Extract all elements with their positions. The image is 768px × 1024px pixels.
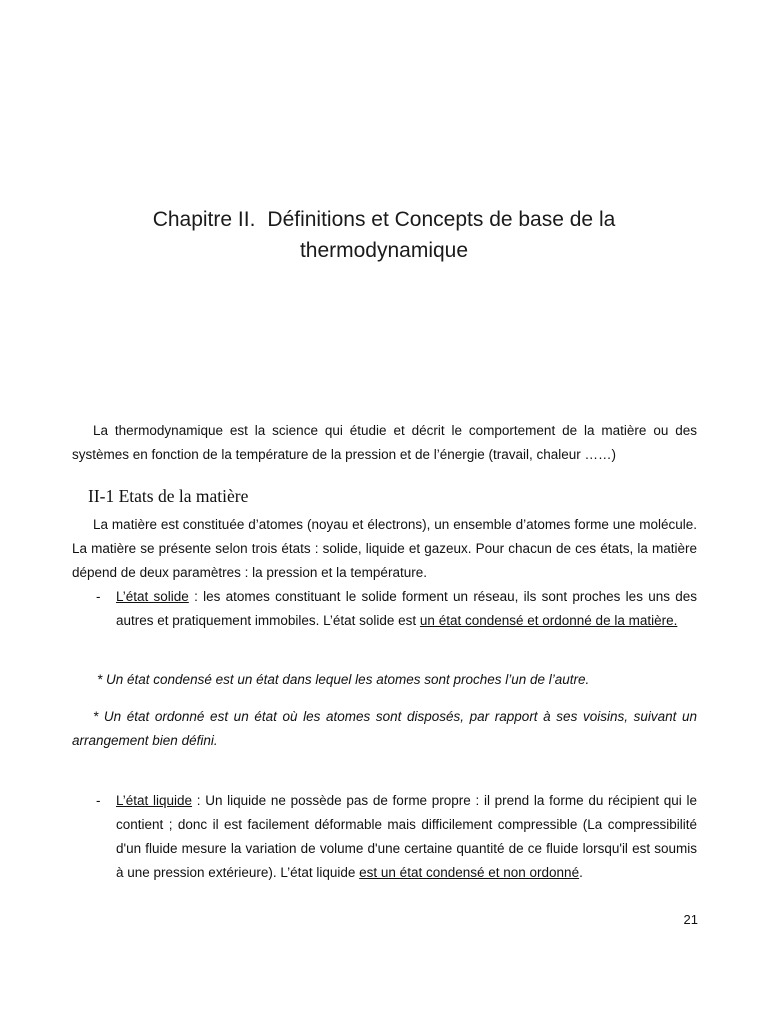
chapter-title-line-1 bbox=[100, 204, 668, 235]
note-ordered: * Un état ordonné est un état où les atomes sont disposés, par rapport à ses voisins, suivant un arrangement bien défini. bbox=[72, 709, 697, 748]
list-dash: - bbox=[96, 793, 101, 808]
liquid-term: L’état liquide bbox=[116, 793, 193, 808]
solid-text: : les atomes constituant le solide forment un réseau, ils sont proches les uns des autres et pratiquement immobiles. L’état solide est bbox=[116, 589, 697, 628]
note-condensed: * Un état condensé est un état dans lequel les atomes sont proches l’un de l’autre. bbox=[97, 672, 590, 687]
solid-emphasis: un état condensé et ordonné de la matière. bbox=[419, 613, 678, 628]
list-item-liquid bbox=[96, 789, 698, 885]
states-paragraph: La matière est constituée d’atomes (noyau et électrons), un ensemble d’atomes forme une molécule. La matière se présente selon trois états : solide, liquide et gazeux. Pour chacun de ces états, la matière dépend de deux paramètres : la pression et la température. bbox=[72, 517, 697, 580]
intro-paragraph: La thermodynamique est la science qui étudie et décrit le comportement de la matière ou des systèmes en fonction de la température de la pression et de l’énergie (travail, chaleur ……) bbox=[72, 423, 697, 462]
section-heading: II-1 Etats de la matière bbox=[88, 486, 249, 506]
page-number: 21 bbox=[683, 912, 698, 927]
chapter-title-line-2: thermodynamique bbox=[299, 239, 469, 262]
solid-term: L’état solide bbox=[116, 589, 189, 604]
chapter-title-text-1: Définitions et Concepts de base de la bbox=[267, 208, 616, 231]
list-dash: - bbox=[96, 589, 101, 604]
list-item-solid bbox=[96, 585, 697, 633]
liquid-emphasis: est un état condensé et non ordonné bbox=[359, 865, 580, 880]
chapter-label: Chapitre II. bbox=[152, 208, 256, 231]
chapter-title bbox=[100, 204, 668, 266]
liquid-text: : Un liquide ne possède pas de forme propre : il prend la forme du récipient qui le contient ; donc il est facilement déformable mais difficilement compressible (La compressibilité d'un fluide mesure la variation de volume d'une certaine quantité de ce fluide lorsqu'il est soumis à une pression extérieure). L’état liquide bbox=[116, 793, 698, 880]
liquid-end: . bbox=[579, 865, 583, 880]
